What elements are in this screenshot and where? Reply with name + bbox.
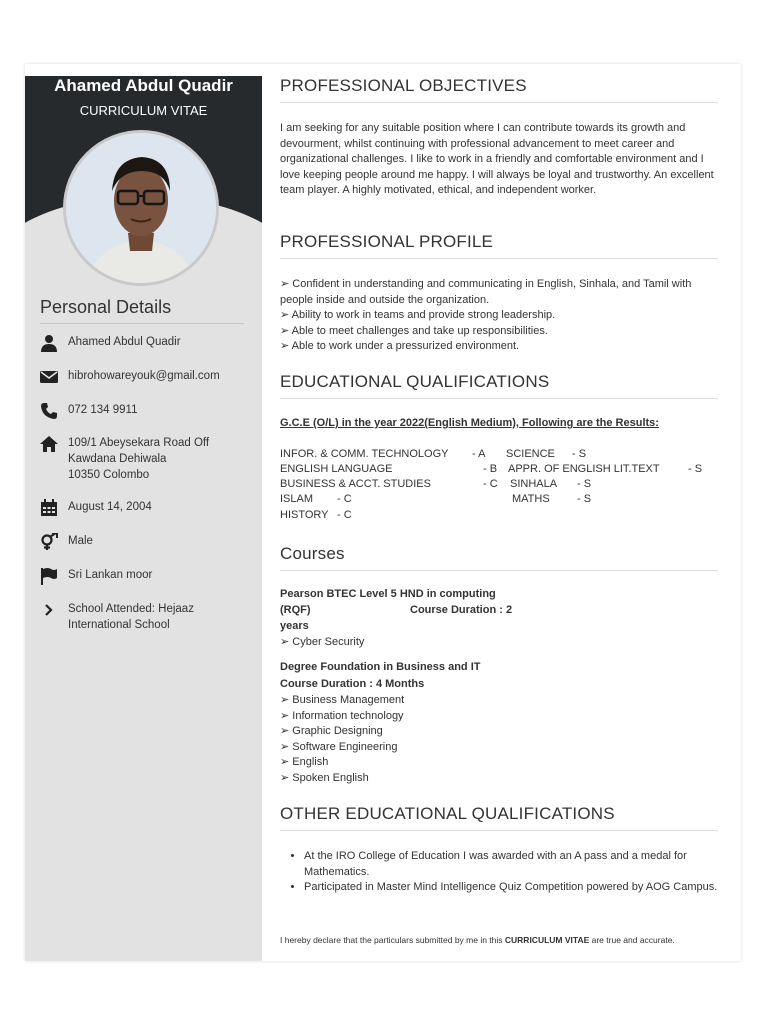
pd-gender-text: Male: [68, 535, 93, 547]
course1-item: ➢ Cyber Security: [280, 636, 365, 648]
pd-address: [40, 435, 250, 483]
pd-address-text: [68, 435, 209, 483]
result-subject: HISTORY: [280, 509, 329, 521]
result-grade: - B: [483, 463, 498, 475]
profile-item: ➢ Confident in understanding and communicating in English, Sinhala, and Tamil with people inside and outside the organization.: [280, 278, 692, 306]
pd-email-text: hibrohowareyouk@gmail.com: [68, 370, 220, 382]
result-subject: SINHALA: [510, 478, 558, 490]
envelope-icon: [40, 368, 58, 386]
declaration: [280, 934, 718, 946]
objectives-text: I am seeking for any suitable position where I can contribute towards its growth and devourment, whilst continuing with professional advancement to meet career and organizational challenges. I like to work in a friendly and comfortable environment and I love keeping people around me happy. I will always be loyal and trustworthy. An excellent team player. A highly motivated, ethical, and independent worker.: [280, 122, 714, 196]
candidate-name: Ahamed Abdul Quadir: [54, 76, 233, 95]
profile-photo: [63, 130, 219, 286]
pd-birthdate-text: August 14, 2004: [68, 501, 152, 513]
result-subject: INFOR. & COMM. TECHNOLOGY: [280, 448, 449, 460]
pd-email: [40, 368, 250, 386]
result-grade: - C: [337, 493, 352, 505]
pd-name-text: Ahamed Abdul Quadir: [68, 336, 181, 348]
divider: [280, 570, 718, 571]
other-education-title: OTHER EDUCATIONAL QUALIFICATIONS: [280, 804, 615, 823]
divider: [280, 258, 718, 259]
course1-level: (RQF): [280, 604, 311, 616]
course2-duration: Course Duration : 4 Months: [280, 678, 425, 690]
profile-list: [280, 277, 718, 355]
result-subject: ENGLISH LANGUAGE: [280, 463, 393, 475]
pd-name: [40, 334, 250, 352]
course2-item: ➢ Graphic Designing: [280, 725, 383, 737]
result-subject: SCIENCE: [506, 448, 555, 460]
course2-item: ➢ Information technology: [280, 710, 404, 722]
result-grade: - A: [472, 448, 486, 460]
course1-title: Pearson BTEC Level 5 HND in computing: [280, 588, 496, 600]
other-education-item: • At the IRO College of Education I was awarded with an A pass and a medal for Mathematics.: [304, 849, 742, 880]
address-line: 109/1 Abeysekara Road Off: [68, 437, 210, 449]
declaration-text: I hereby declare that the particulars submitted by me in this: [280, 935, 505, 945]
declaration-emphasis: CURRICULUM VITAE: [504, 935, 590, 945]
flag-icon: [40, 567, 58, 585]
person-icon: [40, 334, 58, 352]
address-line: 10350 Colombo: [68, 469, 150, 481]
result-subject: BUSINESS & ACCT. STUDIES: [280, 478, 431, 490]
personal-details-title: Personal Details: [40, 297, 172, 317]
home-icon: [40, 435, 58, 453]
pd-nationality: [40, 567, 250, 585]
address-line: Kawdana Dehiwala: [68, 453, 167, 465]
course2-item: ➢ Business Management: [280, 694, 405, 706]
course1-duration-unit: years: [280, 620, 309, 632]
course2-item: ➢ Software Engineering: [280, 741, 398, 753]
profile-title: PROFESSIONAL PROFILE: [280, 232, 494, 251]
sidebar: [25, 76, 262, 961]
result-subject: MATHS: [512, 493, 550, 505]
objectives-title: PROFESSIONAL OBJECTIVES: [280, 76, 527, 95]
course2-title: Degree Foundation in Business and IT: [280, 661, 481, 673]
result-subject: ISLAM: [280, 493, 314, 505]
result-grade: - C: [337, 509, 352, 521]
divider: [280, 830, 718, 831]
pd-school: [40, 601, 250, 633]
result-grade: - C: [483, 478, 498, 490]
result-grade: - S: [572, 448, 587, 460]
course2-item: ➢ Spoken English: [280, 772, 369, 784]
pd-phone-text: 072 134 9911: [68, 404, 138, 416]
other-education-list: [280, 849, 742, 896]
divider: [280, 102, 718, 103]
education-title: EDUCATIONAL QUALIFICATIONS: [280, 372, 550, 391]
school-line: School Attended: Hejaaz: [68, 603, 194, 615]
profile-item: ➢ Ability to work in teams and provide strong leadership.: [280, 309, 556, 321]
divider: [280, 398, 718, 399]
pd-phone: [40, 402, 250, 420]
school-line: International School: [68, 619, 170, 631]
profile-item: ➢ Able to meet challenges and take up responsibilities.: [280, 324, 548, 337]
pd-school-text: [68, 601, 194, 633]
result-grade: - S: [577, 493, 592, 505]
pd-nationality-text: Sri Lankan moor: [68, 569, 153, 581]
pd-gender: [40, 533, 250, 551]
chevron-right-icon: [40, 601, 58, 619]
courses-title: Courses: [280, 544, 345, 563]
result-grade: - S: [577, 478, 592, 490]
person-photo-illustration: [66, 133, 216, 283]
other-education-item: • Participated in Master Mind Intelligence Quiz Competition powered by AOG Campus.: [304, 880, 742, 896]
divider: [40, 323, 244, 324]
result-grade: - S: [688, 463, 703, 475]
pd-birthdate: [40, 499, 250, 517]
calendar-icon: [40, 499, 58, 517]
course1-duration: Course Duration : 2: [410, 604, 513, 616]
declaration-text-end: are true and accurate.: [589, 935, 675, 945]
cv-page: [25, 64, 741, 961]
phone-icon: [40, 402, 58, 420]
profile-item: ➢ Able to work under a pressurized environment.: [280, 340, 520, 352]
cv-subtitle: CURRICULUM VITAE: [79, 103, 208, 118]
result-subject: APPR. OF ENGLISH LIT.TEXT: [508, 463, 660, 475]
education-heading: G.C.E (O/L) in the year 2022(English Medium), Following are the Results:: [280, 417, 659, 429]
gender-icon: [40, 533, 58, 551]
course2-item: ➢ English: [280, 756, 329, 768]
